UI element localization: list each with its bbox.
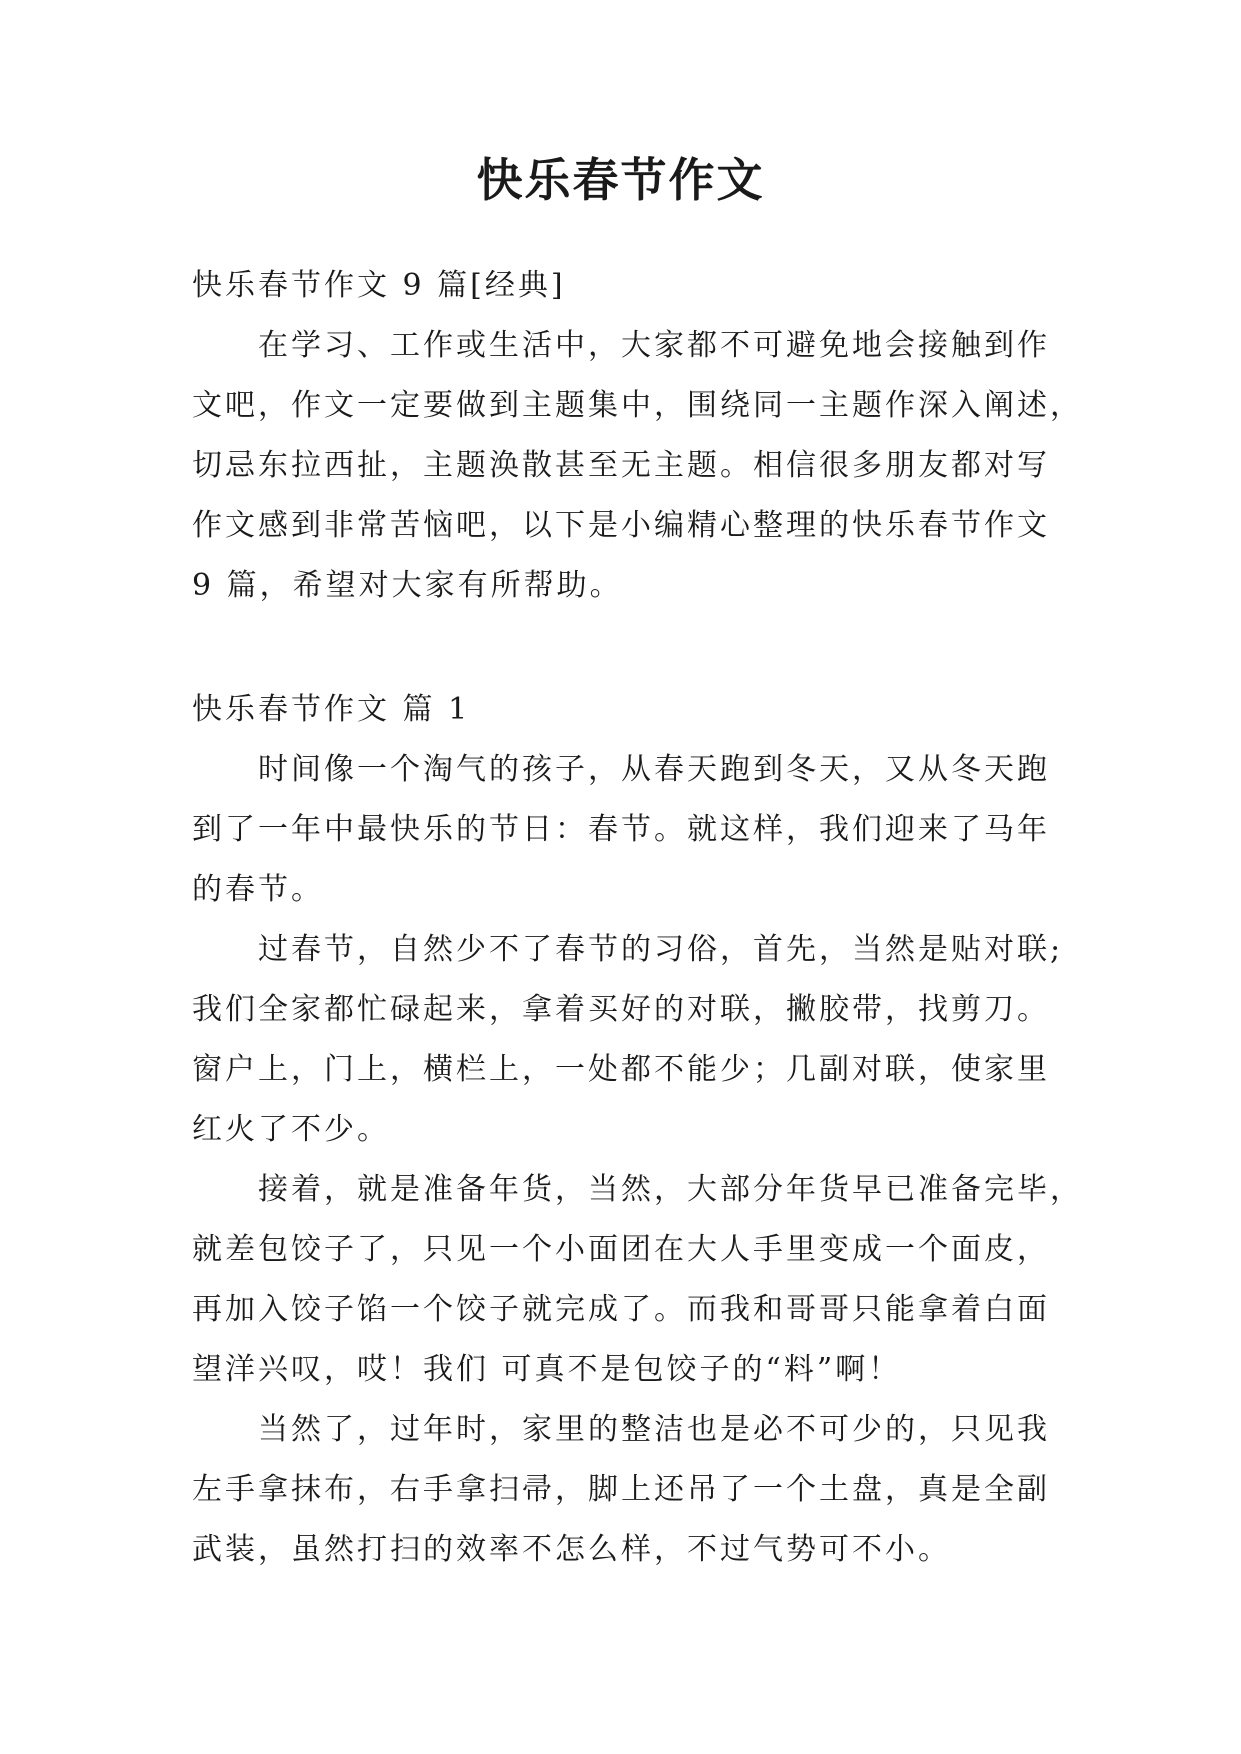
document-title: 快乐春节作文 [476, 153, 765, 207]
paragraph-line: 切忌东拉西扯，主题涣散甚至无主题。相信很多朋友都对写 [192, 448, 1050, 483]
paragraph-line: 在学习、工作或生活中，大家都不可避免地会接触到作 [258, 328, 1050, 363]
paragraph-line: 接着，就是准备年货，当然，大部分年货早已准备完毕， [258, 1172, 1083, 1207]
paragraph-line: 就差包饺子了，只见一个小面团在大人手里变成一个面皮， [192, 1232, 1050, 1267]
paragraph-line: 到了一年中最快乐的节日：春节。就这样，我们迎来了马年 [192, 812, 1050, 847]
paragraph-line: 作文感到非常苦恼吧，以下是小编精心整理的快乐春节作文 [192, 508, 1050, 543]
document-body [192, 256, 1083, 1580]
paragraph-line: 望洋兴叹，哎！我们 可真不是包饺子的“料”啊！ [192, 1352, 902, 1387]
paragraph-line: 我们全家都忙碌起来，拿着买好的对联，撇胶带，找剪刀。 [192, 992, 1050, 1027]
paragraph-line: 武装，虽然打扫的效率不怎么样，不过气势可不小。 [192, 1532, 951, 1567]
document-subtitle: 快乐春节作文 9 篇[经典] [192, 268, 566, 303]
paragraph-4 [192, 1400, 1062, 1580]
paragraph-line: 再加入饺子馅一个饺子就完成了。而我和哥哥只能拿着白面 [192, 1292, 1050, 1327]
paragraph-line: 时间像一个淘气的孩子，从春天跑到冬天，又从冬天跑 [258, 752, 1050, 787]
intro-paragraph [192, 316, 1083, 616]
paragraph-line: 9 篇，希望对大家有所帮助。 [192, 568, 623, 603]
paragraph-line: 红火了不少。 [192, 1112, 390, 1147]
paragraph-2 [192, 920, 1062, 1160]
paragraph-line: 的春节。 [192, 872, 324, 907]
paragraph-line: 文吧，作文一定要做到主题集中，围绕同一主题作深入阐述， [192, 388, 1083, 423]
section-spacer [192, 616, 1062, 680]
paragraph-line: 当然了，过年时，家里的整洁也是必不可少的，只见我 [258, 1412, 1050, 1447]
paragraph-line: 左手拿抹布，右手拿扫帚，脚上还吊了一个土盘，真是全副 [192, 1472, 1050, 1507]
section-heading: 快乐春节作文 篇 1 [192, 692, 471, 727]
paragraph-3 [192, 1160, 1083, 1400]
paragraph-1 [192, 740, 1062, 920]
paragraph-line: 过春节，自然少不了春节的习俗，首先，当然是贴对联; [258, 932, 1064, 967]
paragraph-line: 窗户上，门上，横栏上，一处都不能少；几副对联，使家里 [192, 1052, 1050, 1087]
